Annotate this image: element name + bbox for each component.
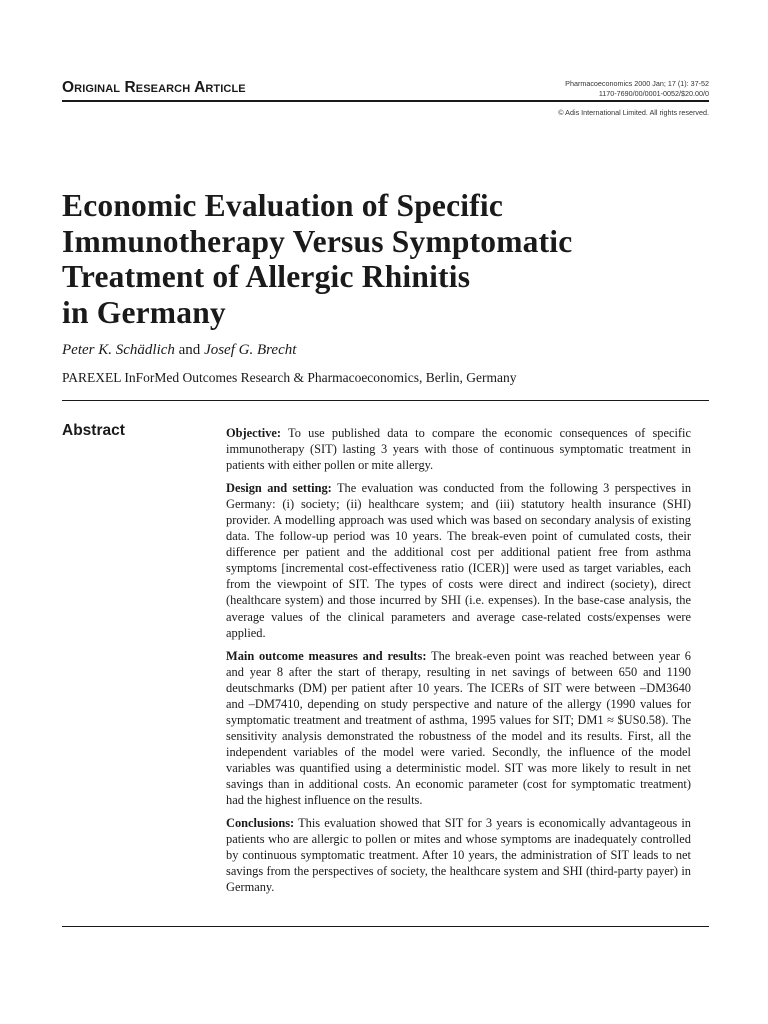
header-rule bbox=[62, 100, 709, 102]
abstract-body bbox=[226, 425, 691, 902]
author-list bbox=[62, 342, 296, 359]
article-type-label: Original Research Article bbox=[62, 79, 246, 96]
section-label: Conclusions: bbox=[226, 816, 295, 831]
title-line: Treatment of Allergic Rhinitis bbox=[62, 259, 471, 294]
abstract-conclusions bbox=[226, 815, 691, 895]
copyright-notice: © Adis International Limited. All rights reserved. bbox=[558, 108, 709, 117]
citation-info bbox=[565, 79, 709, 98]
abstract-objective bbox=[226, 425, 691, 473]
section-text: The break-even point was reached between year 6 and year 8 after the start of therapy, resulting in net savings of between 650 and 1190 deutschmarks (DM) per patient after 10 years. The ICERs of SIT were between –DM3640 and –DM7410, depending on study perspective and nature of the allergy (1990 values for symptomatic treatment and treatment of asthma, 1995 values for SIT; DM1 ≈ $US0.58). The sensitivity analysis demonstrated the robustness of the model and its results. First, all the independent variables of the model were varied. Secondly, the influence of the model variables was quantified using a deterministic model. SIT was more likely to result in net savings than in additional costs. An economic parameter (cost for symptomatic treatment) had the highest influence on the results. bbox=[226, 648, 691, 808]
section-label: Design and setting: bbox=[226, 481, 332, 496]
citation-code: 1170-7690/00/0001-0052/$20.00/0 bbox=[598, 88, 709, 98]
section-text: The evaluation was conducted from the following 3 perspectives in Germany: (i) society; (ii) healthcare system; and (iii) statutory health insurance (SHI) provider. A modelling approach was used which was based on secondary analysis of existing data. The follow-up period was 10 years. The break-even point of cumulated costs, their difference per patient and the additional cost per additional patient free from asthma symptoms [incremental cost-effectiveness ratio (ICER)] were used as target variables, each from the viewpoint of SIT. The types of costs were direct and indirect (society), direct (healthcare system) and those incurred by SHI (i.e. expenses). In the base-case analysis, the average values of the clinical parameters and average case-related costs/expenses were applied. bbox=[226, 481, 692, 640]
footer-rule bbox=[62, 926, 709, 927]
author-name: Josef G. Brecht bbox=[204, 342, 297, 358]
title-line: Immunotherapy Versus Symptomatic bbox=[62, 223, 573, 259]
abstract-results bbox=[226, 648, 691, 808]
title-line: Economic Evaluation of Specific bbox=[62, 188, 504, 223]
title-line: in Germany bbox=[62, 294, 226, 330]
author-affiliation: PAREXEL InForMed Outcomes Research & Pharmacoeconomics, Berlin, Germany bbox=[62, 370, 517, 385]
section-label: Objective: bbox=[226, 426, 282, 440]
author-name: Peter K. Schädlich bbox=[62, 342, 175, 358]
abstract-design bbox=[226, 480, 691, 640]
abstract-heading: Abstract bbox=[62, 422, 125, 439]
section-rule bbox=[62, 400, 709, 401]
section-label: Main outcome measures and results: bbox=[226, 648, 427, 663]
section-text: This evaluation showed that SIT for 3 years is economically advantageous in patients who are allergic to pollen or mites and whose symptoms are inadequately controlled by continuous symptomatic treatment. After 10 years, the administration of SIT leads to net savings from the perspectives of society, the healthcare system and SHI (third-party payer) in Germany. bbox=[226, 816, 691, 895]
section-text: To use published data to compare the economic consequences of specific immunotherapy (SIT) lasting 3 years with those of continuous symptomatic treatment in patients with either pollen or mite allergy. bbox=[226, 426, 691, 473]
author-conjunction: and bbox=[178, 342, 201, 358]
citation-journal: Pharmacoeconomics 2000 Jan; 17 (1): 37-52 bbox=[565, 79, 709, 88]
article-title bbox=[62, 188, 702, 330]
